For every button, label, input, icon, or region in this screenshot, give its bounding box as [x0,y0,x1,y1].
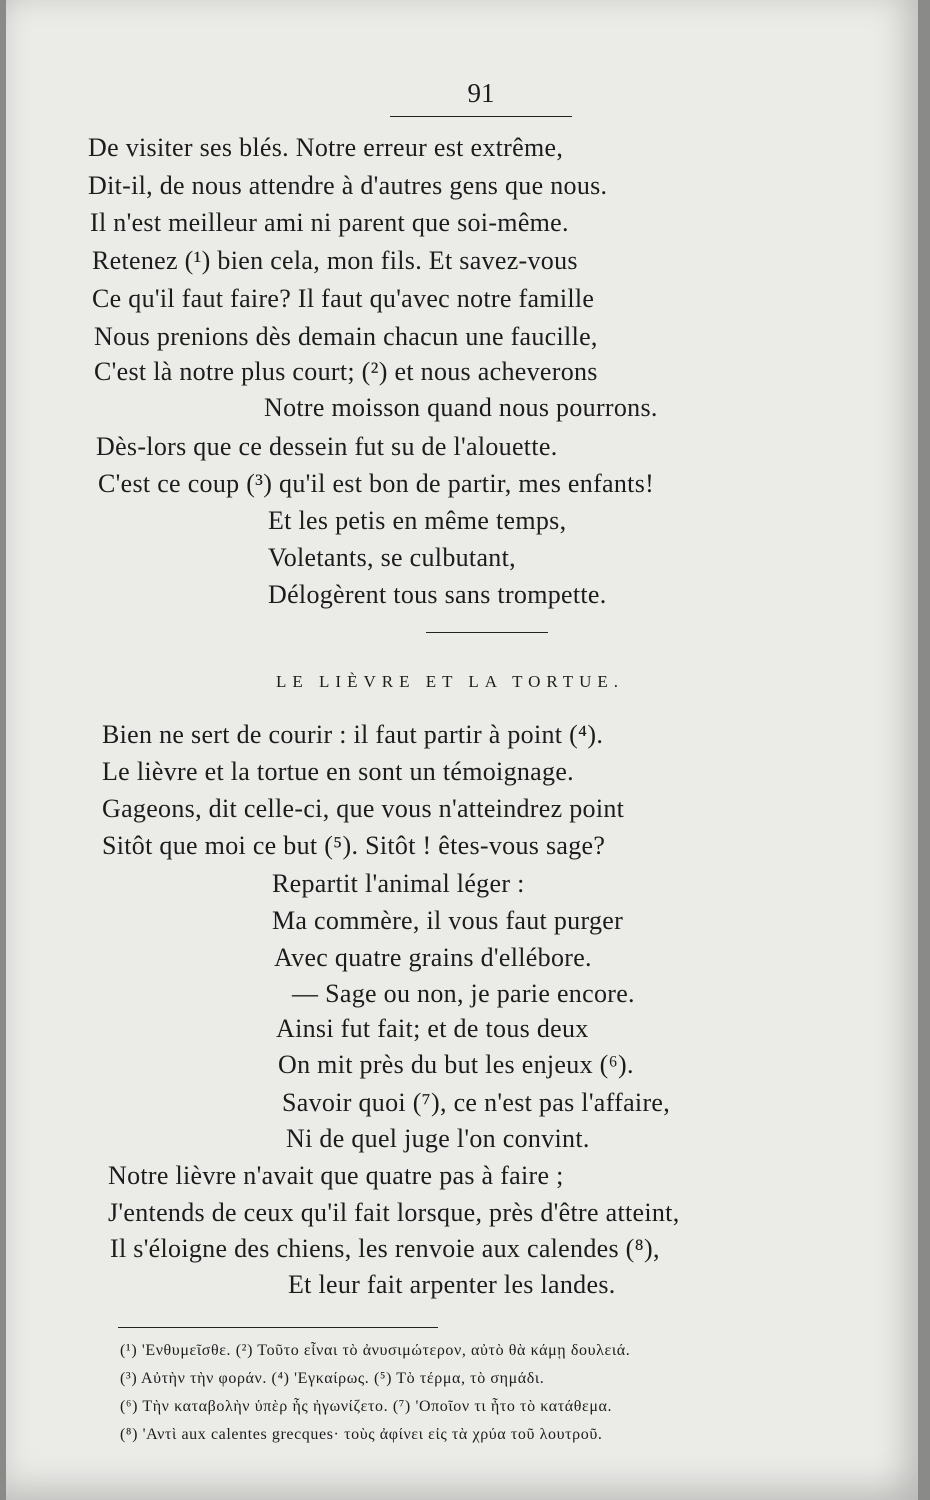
verse-line: Ma commère, il vous faut purger [272,906,624,935]
verse-line: Avec quatre grains d'ellébore. [274,943,592,972]
verse-line: On mit près du but les enjeux (⁶). [278,1050,634,1079]
verse-line: Délogèrent tous sans trompette. [268,580,607,609]
verse-line: Notre moisson quand nous pourrons. [264,393,658,422]
verse-line: Ce qu'il faut faire? Il faut qu'avec notre famille [92,284,595,313]
page-number: 91 [467,78,495,108]
header-rule [390,116,572,117]
fable-title: LE LIÈVRE ET LA TORTUE. [276,672,625,691]
verse-line: Dès-lors que ce dessein fut su de l'alouette. [96,432,558,461]
verse-line: Nous prenions dès demain chacun une faucille, [94,322,598,351]
verse-line: Notre lièvre n'avait que quatre pas à faire ; [108,1161,564,1190]
verse-line: Sitôt que moi ce but (⁵). Sitôt ! êtes-vous sage? [102,831,606,860]
verse-line: Et leur fait arpenter les landes. [288,1270,616,1299]
verse-line: Gageons, dit celle-ci, que vous n'atteindrez point [102,794,625,823]
footnote: (³) Αὐτὴν τὴν φοράν. (⁴) 'Εγκαίρως. (⁵) Τὸ τέρμα, τὸ σημάδι. [120,1370,545,1387]
footnote: (⁶) Τὴν καταβολὴν ὑπὲρ ἧς ἠγωνίζετο. (⁷) 'Οποῖον τι ἦτο τὸ κατάθεμα. [120,1398,613,1415]
book-page [6,0,918,1500]
verse-line: Il s'éloigne des chiens, les renvoie aux calendes (⁸), [110,1234,660,1263]
verse-line: Le lièvre et la tortue en sont un témoignage. [102,757,574,786]
verse-line: Et les petis en même temps, [268,506,567,535]
verse-line: Retenez (¹) bien cela, mon fils. Et savez-vous [92,246,578,275]
verse-line: C'est ce coup (³) qu'il est bon de partir, mes enfants! [98,469,655,498]
verse-line: Il n'est meilleur ami ni parent que soi-même. [90,208,569,237]
verse-line: Ni de quel juge l'on convint. [286,1124,590,1153]
verse-line: C'est là notre plus court; (²) et nous acheverons [94,357,598,386]
verse-line: De visiter ses blés. Notre erreur est extrême, [88,133,564,162]
verse-line: Dit-il, de nous attendre à d'autres gens que nous. [88,171,608,200]
footnote: (¹) 'Ενθυμεῖσθε. (²) Τοῦτο εἶναι τὸ ἀνυσιμώτερον, αὐτὸ θὰ κάμῃ δουλειά. [120,1342,631,1359]
footnote-rule [118,1327,438,1328]
verse-line: Repartit l'animal léger : [272,869,525,898]
verse-line: Ainsi fut fait; et de tous deux [276,1014,589,1043]
verse-line: Voletants, se culbutant, [268,543,516,572]
verse-line: Savoir quoi (⁷), ce n'est pas l'affaire, [282,1088,671,1117]
verse-line: Bien ne sert de courir : il faut partir à point (⁴). [102,720,604,749]
verse-line: — Sage ou non, je parie encore. [292,979,635,1008]
verse-line: J'entends de ceux qu'il fait lorsque, près d'être atteint, [108,1198,680,1227]
footnote: (⁸) 'Αντὶ aux calentes grecques· τοὺς ἀφίνει εἰς τὰ χρύα τοῦ λουτροῦ. [120,1426,603,1443]
section-rule [426,632,548,633]
